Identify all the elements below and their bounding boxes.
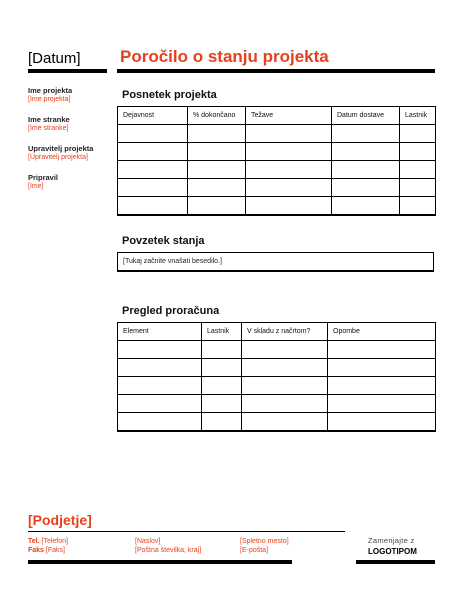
sidebar-client-name [28,115,70,132]
table-row [118,413,436,432]
table-cell[interactable] [188,197,246,216]
table-row [118,359,436,377]
table-row [118,395,436,413]
sidebar-project-name [28,86,72,103]
sidebar-project-manager [28,144,93,161]
table-cell[interactable] [246,197,332,216]
table-cell[interactable] [328,395,436,413]
table-cell[interactable] [202,359,242,377]
header-rule-left [28,69,107,73]
email-field[interactable]: [E-pošta] [240,547,269,554]
table-cell[interactable] [246,125,332,143]
table-cell[interactable] [332,179,400,197]
sidebar-prepared-by [28,173,58,190]
project-name-field[interactable]: [Ime projekta] [28,96,71,103]
table-cell[interactable] [118,377,202,395]
table-header-row [118,107,436,125]
fax-line [28,546,68,555]
summary-heading: Povzetek stanja [122,235,205,247]
snapshot-heading: Posnetek projekta [122,89,217,101]
table-cell[interactable] [400,143,436,161]
prepared-by-field[interactable]: [Ime] [28,183,44,190]
table-cell[interactable] [202,377,242,395]
phone-line [28,537,68,546]
column-header: Element [118,323,202,341]
column-header: Lastnik [400,107,436,125]
table-row [118,125,436,143]
sidebar-label: Pripravil [28,173,59,182]
table-cell[interactable] [332,197,400,216]
budget-table [117,322,436,432]
fax-field[interactable]: [Faks] [45,547,65,554]
summary-text-field[interactable]: [Tukaj začnite vnašati besedilo.] [117,252,434,272]
footer-contact [28,537,68,555]
table-cell[interactable] [202,413,242,432]
table-row [118,341,436,359]
table-cell[interactable] [118,197,188,216]
table-row [118,179,436,197]
table-row [118,143,436,161]
footer-rule-bottom [28,560,292,564]
sidebar-label: Ime projekta [28,86,73,95]
table-cell[interactable] [242,395,328,413]
table-cell[interactable] [332,125,400,143]
table-cell[interactable] [118,413,202,432]
column-header: Lastnik [202,323,242,341]
fax-label: Faks [28,547,44,554]
table-cell[interactable] [118,341,202,359]
address-field[interactable]: [Naslov] [135,538,161,545]
table-cell[interactable] [118,395,202,413]
phone-label: Tel. [28,538,40,545]
table-cell[interactable] [242,341,328,359]
table-header-row [118,323,436,341]
table-cell[interactable] [246,143,332,161]
table-cell[interactable] [202,341,242,359]
table-row [118,161,436,179]
table-cell[interactable] [118,179,188,197]
table-cell[interactable] [328,413,436,432]
table-cell[interactable] [242,359,328,377]
column-header: V skladu z načrtom? [242,323,328,341]
report-title: Poročilo o stanju projekta [120,47,329,66]
table-cell[interactable] [118,161,188,179]
sidebar-label: Upravitelj projekta [28,144,94,153]
column-header: Težave [246,107,332,125]
table-cell[interactable] [332,161,400,179]
table-cell[interactable] [242,413,328,432]
table-cell[interactable] [400,125,436,143]
footer-rule-top [28,531,345,532]
table-cell[interactable] [188,125,246,143]
table-cell[interactable] [328,377,436,395]
postal-field[interactable]: [Poštna številka, kraj] [135,547,202,554]
logo-replace-text: Zamenjajte z [368,536,415,545]
company-name[interactable]: [Podjetje] [28,512,92,528]
date-placeholder[interactable]: [Datum] [28,50,81,67]
column-header: Dejavnost [118,107,188,125]
table-row [118,377,436,395]
website-field[interactable]: [Spletno mesto] [240,538,289,545]
table-row [118,197,436,216]
table-cell[interactable] [400,197,436,216]
table-cell[interactable] [188,161,246,179]
table-cell[interactable] [118,359,202,377]
table-cell[interactable] [188,143,246,161]
logo-rule [356,560,435,564]
column-header: % dokončano [188,107,246,125]
table-cell[interactable] [242,377,328,395]
table-cell[interactable] [118,125,188,143]
phone-field[interactable]: [Telefon] [41,538,68,545]
snapshot-table [117,106,436,216]
footer-web [240,537,289,555]
project-manager-field[interactable]: [Upravitelj projekta] [28,154,88,161]
logo-placeholder[interactable]: LOGOTIPOM [368,547,417,556]
table-cell[interactable] [188,179,246,197]
footer-address [135,537,201,555]
column-header: Opombe [328,323,436,341]
table-cell[interactable] [400,161,436,179]
budget-heading: Pregled proračuna [122,305,220,317]
header-rule-right [117,69,435,73]
column-header: Datum dostave [332,107,400,125]
table-cell[interactable] [246,161,332,179]
sidebar-label: Ime stranke [28,115,70,124]
table-cell[interactable] [328,359,436,377]
client-name-field[interactable]: [Ime stranke] [28,125,69,132]
table-cell[interactable] [118,143,188,161]
table-cell[interactable] [400,179,436,197]
table-cell[interactable] [332,143,400,161]
table-cell[interactable] [328,341,436,359]
table-cell[interactable] [246,179,332,197]
table-cell[interactable] [202,395,242,413]
